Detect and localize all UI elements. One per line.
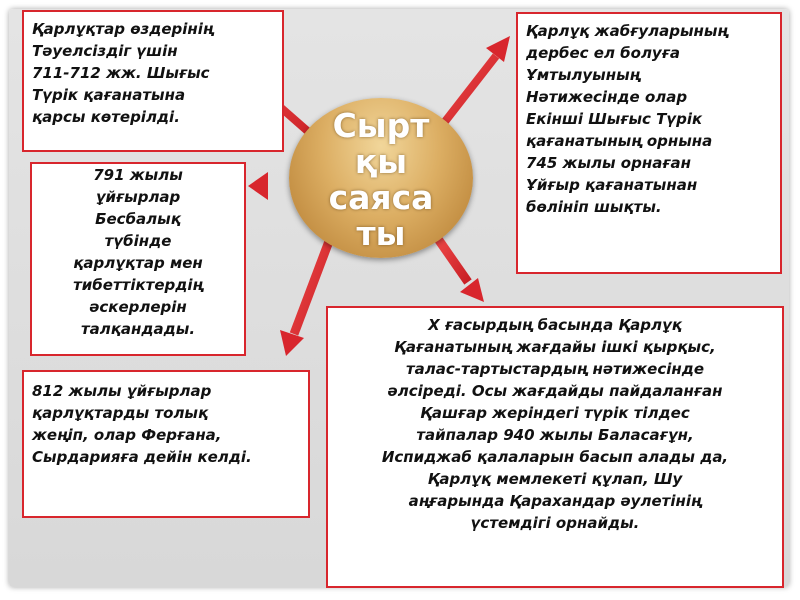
box-top-right [516, 12, 782, 274]
box-top-right-text: Қарлұқ жабғуларының дербес ел болуға Ұмтылуының Нәтижесінде олар Екінші Шығыс Түрік қағанатының орнына 745 жылы орнаған Ұйғыр қағанатынан бөлініп шықты. [526, 22, 728, 216]
box-bottom-left [22, 370, 310, 518]
box-mid-left [30, 162, 246, 356]
center-line-2: қы [354, 142, 408, 181]
box-top-left [22, 10, 284, 152]
center-line-1: Сырт [332, 106, 430, 145]
center-topic-label [289, 108, 473, 252]
center-line-4: ты [356, 214, 406, 253]
center-topic [289, 98, 473, 258]
box-mid-left-text: 791 жылы ұйғырлар Бесбалық түбінде қарлұқтар мен тибеттіктердің әскерлерін талқандады. [73, 166, 203, 338]
center-line-3: саяса [328, 178, 434, 217]
box-bottom-right [326, 306, 784, 588]
box-top-left-text: Қарлұқтар өздерінің Тәуелсіздіг үшін 711-712 жж. Шығыс Түрік қағанатына қарсы көтерілді. [32, 20, 214, 126]
box-bottom-right-text: Х ғасырдың басында Қарлұқ Қағанатының жағдайы ішкі қырқыс, талас-тартыстардың нәтижесінде әлсіреді. Осы жағдайды пайдаланған Қашғар жеріндегі түрік тілдес тайпалар 940 жылы Баласағұн, Испиджаб қалаларын басып алады да, Қарлұқ мемлекеті құлап, Шу аңғарында Қарахандар әулетінің үстемдігі орнайды. [381, 316, 729, 532]
box-bottom-left-text: 812 жылы ұйғырлар қарлұқтарды толық жеңіп, олар Ферғана, Сырдарияға дейін келді. [32, 382, 252, 466]
